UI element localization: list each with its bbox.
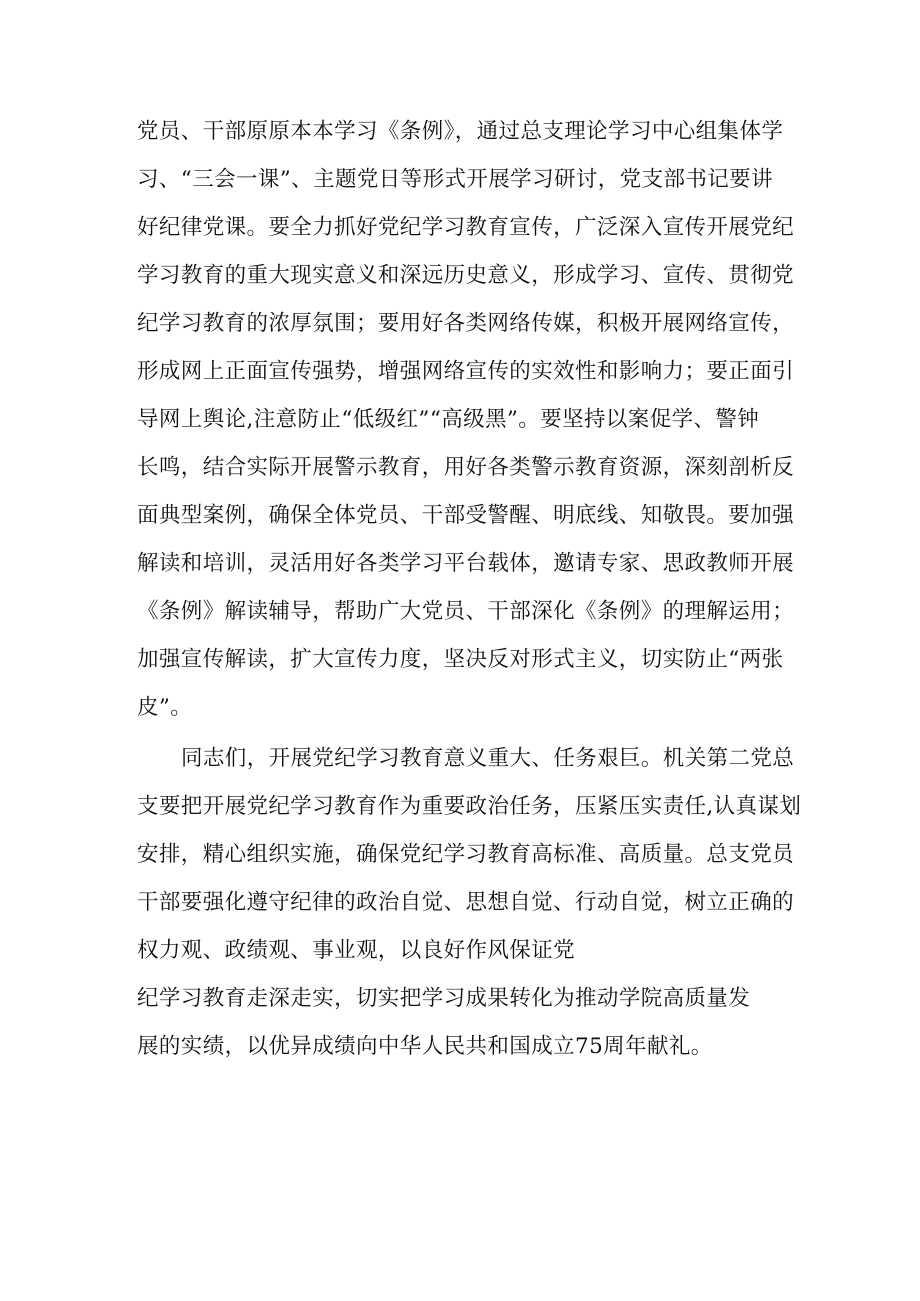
paragraph-1-line-12: 加强宣传解读，扩大宣传力度，坚决反对形式主义，切实防止“两张 <box>137 647 784 672</box>
paragraph-1-line-4: 学习教育的重大现实意义和深远历史意义，形成学习、宣传、贯彻党 <box>137 263 795 288</box>
paragraph-1-line-11: 《条例》解读辅导，帮助广大党员、干部深化《条例》的理解运用； <box>137 599 795 624</box>
paragraph-1-line-3: 好纪律党课。要全力抓好党纪学习教育宣传，广泛深入宣传开展党纪 <box>137 215 795 240</box>
paragraph-2-line-3: 安排，精心组织实施，确保党纪学习教育高标准、高质量。总支党员 <box>137 842 795 867</box>
paragraph-1-line-2: 习、“三会一课”、主题党日等形式开展学习研讨，党支部书记要讲 <box>137 167 773 192</box>
paragraph-2-line-7: 展的实绩，以优异成绩向中华人民共和国成立75周年献礼。 <box>137 1034 713 1059</box>
paragraph-1-line-9: 面典型案例，确保全体党员、干部受警醒、明底线、知敬畏。要加强 <box>137 503 795 528</box>
paragraph-1-line-5: 纪学习教育的浓厚氛围；要用好各类网络传媒，积极开展网络宣传， <box>137 311 795 336</box>
paragraph-1-line-13: 皮”。 <box>137 695 193 720</box>
paragraph-1-line-7: 导网上舆论,注意防止“低级红”“高级黑”。要坚持以案促学、警钟 <box>137 407 760 432</box>
paragraph-2-line-5: 权力观、政绩观、事业观，以良好作风保证党 <box>137 938 576 963</box>
paragraph-2-line-1: 同志们，开展党纪学习教育意义重大、任务艰巨。机关第二党总 <box>181 746 795 771</box>
paragraph-2-line-4: 干部要强化遵守纪律的政治自觉、思想自觉、行动自觉，树立正确的 <box>137 890 795 915</box>
paragraph-2-line-6: 纪学习教育走深走实，切实把学习成果转化为推动学院高质量发 <box>137 986 751 1011</box>
paragraph-1-line-8: 长鸣，结合实际开展警示教育，用好各类警示教育资源，深刻剖析反 <box>137 455 795 480</box>
paragraph-1-line-6: 形成网上正面宣传强势，增强网络宣传的实效性和影响力；要正面引 <box>137 359 795 384</box>
paragraph-1-line-10: 解读和培训，灵活用好各类学习平台载体，邀请专家、思政教师开展 <box>137 551 795 576</box>
paragraph-2-line-2: 支要把开展党纪学习教育作为重要政治任务，压紧压实责任,认真谋划 <box>137 794 802 819</box>
paragraph-1-line-1: 党员、干部原原本本学习《条例》，通过总支理论学习中心组集体学 <box>137 119 784 144</box>
